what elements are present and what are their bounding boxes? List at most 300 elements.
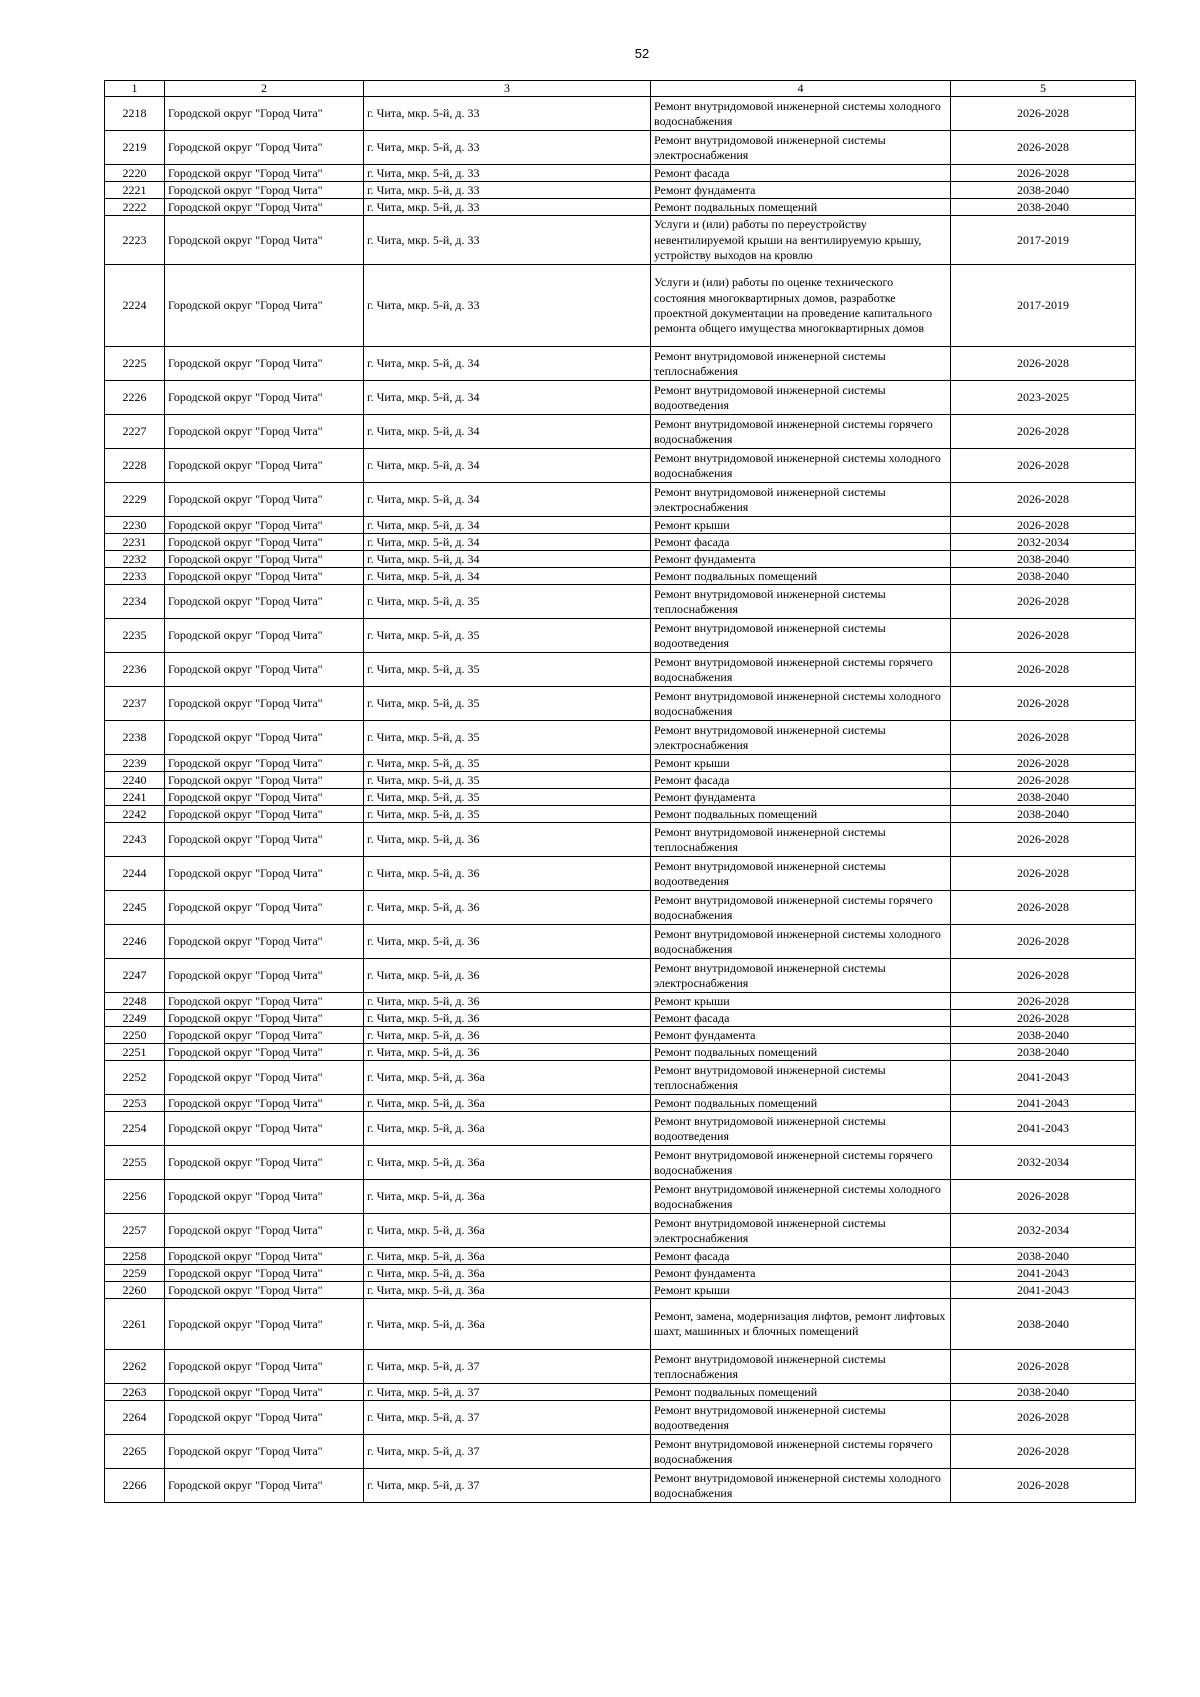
- row-number: 2248: [105, 993, 165, 1010]
- period-cell: 2026-2028: [951, 449, 1136, 483]
- table-row: [105, 483, 1136, 517]
- work-type-cell: Ремонт внутридомовой инженерной системы теплоснабжения: [651, 1350, 951, 1384]
- municipality-cell: Городской округ "Город Чита": [165, 1469, 364, 1503]
- address-cell: г. Чита, мкр. 5-й, д. 36: [364, 1044, 651, 1061]
- row-number: 2249: [105, 1010, 165, 1027]
- period-cell: 2026-2028: [951, 755, 1136, 772]
- work-type-cell: Ремонт подвальных помещений: [651, 806, 951, 823]
- address-cell: г. Чита, мкр. 5-й, д. 34: [364, 534, 651, 551]
- row-number: 2228: [105, 449, 165, 483]
- work-type-cell: Ремонт внутридомовой инженерной системы электроснабжения: [651, 131, 951, 165]
- row-number: 2227: [105, 415, 165, 449]
- row-number: 2239: [105, 755, 165, 772]
- table-row: [105, 653, 1136, 687]
- municipality-cell: Городской округ "Город Чита": [165, 653, 364, 687]
- period-cell: 2038-2040: [951, 1384, 1136, 1401]
- period-cell: 2038-2040: [951, 1027, 1136, 1044]
- address-cell: г. Чита, мкр. 5-й, д. 33: [364, 131, 651, 165]
- address-cell: г. Чита, мкр. 5-й, д. 35: [364, 653, 651, 687]
- table-row: [105, 1401, 1136, 1435]
- address-cell: г. Чита, мкр. 5-й, д. 33: [364, 265, 651, 347]
- municipality-cell: Городской округ "Город Чита": [165, 857, 364, 891]
- table-row: [105, 823, 1136, 857]
- period-cell: 2026-2028: [951, 415, 1136, 449]
- municipality-cell: Городской округ "Город Чита": [165, 993, 364, 1010]
- work-type-cell: Ремонт внутридомовой инженерной системы теплоснабжения: [651, 347, 951, 381]
- address-cell: г. Чита, мкр. 5-й, д. 36: [364, 823, 651, 857]
- table-row: [105, 1469, 1136, 1503]
- municipality-cell: Городской округ "Город Чита": [165, 891, 364, 925]
- row-number: 2250: [105, 1027, 165, 1044]
- work-type-cell: Ремонт внутридомовой инженерной системы горячего водоснабжения: [651, 653, 951, 687]
- row-number: 2222: [105, 199, 165, 216]
- period-cell: 2026-2028: [951, 585, 1136, 619]
- row-number: 2242: [105, 806, 165, 823]
- row-number: 2220: [105, 165, 165, 182]
- work-type-cell: Ремонт фасада: [651, 1010, 951, 1027]
- row-number: 2218: [105, 97, 165, 131]
- municipality-cell: Городской округ "Город Чита": [165, 265, 364, 347]
- municipality-cell: Городской округ "Город Чита": [165, 199, 364, 216]
- work-type-cell: Услуги и (или) работы по переустройству невентилируемой крыши на вентилируемую крышу, устройству выходов на кровлю: [651, 216, 951, 265]
- column-header-3: 3: [364, 81, 651, 97]
- period-cell: 2041-2043: [951, 1061, 1136, 1095]
- work-type-cell: Ремонт подвальных помещений: [651, 568, 951, 585]
- period-cell: 2026-2028: [951, 721, 1136, 755]
- period-cell: 2032-2034: [951, 1214, 1136, 1248]
- table-row: [105, 1061, 1136, 1095]
- municipality-cell: Городской округ "Город Чита": [165, 415, 364, 449]
- period-cell: 2026-2028: [951, 1435, 1136, 1469]
- table-row: [105, 1282, 1136, 1299]
- municipality-cell: Городской округ "Город Чита": [165, 1265, 364, 1282]
- municipality-cell: Городской округ "Город Чита": [165, 182, 364, 199]
- table-row: [105, 1214, 1136, 1248]
- municipality-cell: Городской округ "Город Чита": [165, 483, 364, 517]
- address-cell: г. Чита, мкр. 5-й, д. 35: [364, 585, 651, 619]
- municipality-cell: Городской округ "Город Чита": [165, 687, 364, 721]
- work-type-cell: Ремонт внутридомовой инженерной системы водоотведения: [651, 857, 951, 891]
- row-number: 2261: [105, 1299, 165, 1350]
- row-number: 2225: [105, 347, 165, 381]
- row-number: 2237: [105, 687, 165, 721]
- municipality-cell: Городской округ "Город Чита": [165, 1248, 364, 1265]
- table-row: [105, 568, 1136, 585]
- period-cell: 2038-2040: [951, 1044, 1136, 1061]
- work-type-cell: Ремонт внутридомовой инженерной системы холодного водоснабжения: [651, 925, 951, 959]
- address-cell: г. Чита, мкр. 5-й, д. 33: [364, 97, 651, 131]
- work-type-cell: Ремонт фундамента: [651, 551, 951, 568]
- period-cell: 2026-2028: [951, 165, 1136, 182]
- period-cell: 2026-2028: [951, 772, 1136, 789]
- table-row: [105, 772, 1136, 789]
- work-type-cell: Ремонт внутридомовой инженерной системы теплоснабжения: [651, 585, 951, 619]
- column-header-2: 2: [165, 81, 364, 97]
- address-cell: г. Чита, мкр. 5-й, д. 33: [364, 182, 651, 199]
- municipality-cell: Городской округ "Город Чита": [165, 1095, 364, 1112]
- municipality-cell: Городской округ "Город Чита": [165, 1027, 364, 1044]
- municipality-cell: Городской округ "Город Чита": [165, 165, 364, 182]
- table-row: [105, 551, 1136, 568]
- municipality-cell: Городской округ "Город Чита": [165, 1401, 364, 1435]
- municipality-cell: Городской округ "Город Чита": [165, 1112, 364, 1146]
- municipality-cell: Городской округ "Город Чита": [165, 1299, 364, 1350]
- row-number: 2252: [105, 1061, 165, 1095]
- work-type-cell: Ремонт внутридомовой инженерной системы электроснабжения: [651, 959, 951, 993]
- capital-repair-table: [104, 80, 1136, 1503]
- row-number: 2265: [105, 1435, 165, 1469]
- work-type-cell: Ремонт, замена, модернизация лифтов, ремонт лифтовых шахт, машинных и блочных помещений: [651, 1299, 951, 1350]
- period-cell: 2026-2028: [951, 925, 1136, 959]
- address-cell: г. Чита, мкр. 5-й, д. 35: [364, 755, 651, 772]
- address-cell: г. Чита, мкр. 5-й, д. 35: [364, 619, 651, 653]
- address-cell: г. Чита, мкр. 5-й, д. 37: [364, 1435, 651, 1469]
- municipality-cell: Городской округ "Город Чита": [165, 1180, 364, 1214]
- work-type-cell: Ремонт фасада: [651, 165, 951, 182]
- table-row: [105, 1095, 1136, 1112]
- table-row: [105, 1299, 1136, 1350]
- period-cell: 2041-2043: [951, 1265, 1136, 1282]
- address-cell: г. Чита, мкр. 5-й, д. 37: [364, 1401, 651, 1435]
- municipality-cell: Городской округ "Город Чита": [165, 568, 364, 585]
- work-type-cell: Ремонт внутридомовой инженерной системы водоотведения: [651, 619, 951, 653]
- row-number: 2264: [105, 1401, 165, 1435]
- table-row: [105, 1180, 1136, 1214]
- table-row: [105, 449, 1136, 483]
- municipality-cell: Городской округ "Город Чита": [165, 806, 364, 823]
- address-cell: г. Чита, мкр. 5-й, д. 35: [364, 721, 651, 755]
- work-type-cell: Ремонт внутридомовой инженерной системы электроснабжения: [651, 483, 951, 517]
- period-cell: 2026-2028: [951, 517, 1136, 534]
- row-number: 2253: [105, 1095, 165, 1112]
- table-row: [105, 619, 1136, 653]
- table-row: [105, 1044, 1136, 1061]
- work-type-cell: Ремонт внутридомовой инженерной системы горячего водоснабжения: [651, 1146, 951, 1180]
- row-number: 2223: [105, 216, 165, 265]
- period-cell: 2026-2028: [951, 823, 1136, 857]
- municipality-cell: Городской округ "Город Чита": [165, 959, 364, 993]
- table-row: [105, 891, 1136, 925]
- municipality-cell: Городской округ "Город Чита": [165, 1146, 364, 1180]
- work-type-cell: Ремонт крыши: [651, 993, 951, 1010]
- table-row: [105, 806, 1136, 823]
- period-cell: 2026-2028: [951, 1010, 1136, 1027]
- table-row: [105, 993, 1136, 1010]
- period-cell: 2041-2043: [951, 1095, 1136, 1112]
- row-number: 2226: [105, 381, 165, 415]
- address-cell: г. Чита, мкр. 5-й, д. 33: [364, 216, 651, 265]
- row-number: 2247: [105, 959, 165, 993]
- address-cell: г. Чита, мкр. 5-й, д. 34: [364, 347, 651, 381]
- period-cell: 2026-2028: [951, 1469, 1136, 1503]
- table-row: [105, 265, 1136, 347]
- work-type-cell: Ремонт внутридомовой инженерной системы водоотведения: [651, 1401, 951, 1435]
- period-cell: 2026-2028: [951, 619, 1136, 653]
- row-number: 2236: [105, 653, 165, 687]
- municipality-cell: Городской округ "Город Чита": [165, 1435, 364, 1469]
- municipality-cell: Городской округ "Город Чита": [165, 1010, 364, 1027]
- period-cell: 2038-2040: [951, 789, 1136, 806]
- work-type-cell: Ремонт внутридомовой инженерной системы водоотведения: [651, 381, 951, 415]
- address-cell: г. Чита, мкр. 5-й, д. 36а: [364, 1299, 651, 1350]
- period-cell: 2032-2034: [951, 1146, 1136, 1180]
- address-cell: г. Чита, мкр. 5-й, д. 36а: [364, 1282, 651, 1299]
- period-cell: 2026-2028: [951, 1350, 1136, 1384]
- municipality-cell: Городской округ "Город Чита": [165, 1061, 364, 1095]
- row-number: 2219: [105, 131, 165, 165]
- address-cell: г. Чита, мкр. 5-й, д. 37: [364, 1384, 651, 1401]
- period-cell: 2026-2028: [951, 1401, 1136, 1435]
- row-number: 2235: [105, 619, 165, 653]
- row-number: 2266: [105, 1469, 165, 1503]
- address-cell: г. Чита, мкр. 5-й, д. 36: [364, 857, 651, 891]
- municipality-cell: Городской округ "Город Чита": [165, 823, 364, 857]
- row-number: 2240: [105, 772, 165, 789]
- table-row: [105, 199, 1136, 216]
- period-cell: 2026-2028: [951, 131, 1136, 165]
- address-cell: г. Чита, мкр. 5-й, д. 36а: [364, 1061, 651, 1095]
- work-type-cell: Ремонт внутридомовой инженерной системы холодного водоснабжения: [651, 97, 951, 131]
- municipality-cell: Городской округ "Город Чита": [165, 1350, 364, 1384]
- address-cell: г. Чита, мкр. 5-й, д. 36: [364, 993, 651, 1010]
- table-row: [105, 687, 1136, 721]
- table-row: [105, 216, 1136, 265]
- municipality-cell: Городской округ "Город Чита": [165, 772, 364, 789]
- table-row: [105, 1146, 1136, 1180]
- municipality-cell: Городской округ "Город Чита": [165, 1282, 364, 1299]
- row-number: 2243: [105, 823, 165, 857]
- row-number: 2258: [105, 1248, 165, 1265]
- table-row: [105, 1027, 1136, 1044]
- period-cell: 2038-2040: [951, 568, 1136, 585]
- table-row: [105, 97, 1136, 131]
- work-type-cell: Ремонт фасада: [651, 534, 951, 551]
- table-row: [105, 857, 1136, 891]
- table-row: [105, 1350, 1136, 1384]
- table-row: [105, 1248, 1136, 1265]
- table-row: [105, 925, 1136, 959]
- work-type-cell: Ремонт внутридомовой инженерной системы холодного водоснабжения: [651, 1469, 951, 1503]
- page-number: 52: [634, 46, 650, 61]
- address-cell: г. Чита, мкр. 5-й, д. 33: [364, 199, 651, 216]
- period-cell: 2038-2040: [951, 551, 1136, 568]
- column-header-1: 1: [105, 81, 165, 97]
- address-cell: г. Чита, мкр. 5-й, д. 33: [364, 165, 651, 182]
- period-cell: 2026-2028: [951, 483, 1136, 517]
- work-type-cell: Услуги и (или) работы по оценке технического состояния многоквартирных домов, разработке проектной документации на проведение капитального ремонта общего имущества многоквартирных домов: [651, 265, 951, 347]
- municipality-cell: Городской округ "Город Чита": [165, 131, 364, 165]
- address-cell: г. Чита, мкр. 5-й, д. 36: [364, 891, 651, 925]
- municipality-cell: Городской округ "Город Чита": [165, 97, 364, 131]
- row-number: 2221: [105, 182, 165, 199]
- period-cell: 2041-2043: [951, 1112, 1136, 1146]
- municipality-cell: Городской округ "Город Чита": [165, 381, 364, 415]
- work-type-cell: Ремонт фундамента: [651, 182, 951, 199]
- municipality-cell: Городской округ "Город Чита": [165, 551, 364, 568]
- table-row: [105, 534, 1136, 551]
- work-type-cell: Ремонт крыши: [651, 1282, 951, 1299]
- column-header-5: 5: [951, 81, 1136, 97]
- address-cell: г. Чита, мкр. 5-й, д. 34: [364, 551, 651, 568]
- address-cell: г. Чита, мкр. 5-й, д. 36: [364, 959, 651, 993]
- table-row: [105, 1112, 1136, 1146]
- period-cell: 2026-2028: [951, 959, 1136, 993]
- period-cell: 2026-2028: [951, 687, 1136, 721]
- row-number: 2251: [105, 1044, 165, 1061]
- municipality-cell: Городской округ "Город Чита": [165, 619, 364, 653]
- address-cell: г. Чита, мкр. 5-й, д. 34: [364, 517, 651, 534]
- municipality-cell: Городской округ "Город Чита": [165, 1384, 364, 1401]
- municipality-cell: Городской округ "Город Чита": [165, 789, 364, 806]
- address-cell: г. Чита, мкр. 5-й, д. 36а: [364, 1214, 651, 1248]
- address-cell: г. Чита, мкр. 5-й, д. 36: [364, 1010, 651, 1027]
- table-row: [105, 1010, 1136, 1027]
- table-row: [105, 585, 1136, 619]
- row-number: 2231: [105, 534, 165, 551]
- row-number: 2254: [105, 1112, 165, 1146]
- row-number: 2260: [105, 1282, 165, 1299]
- municipality-cell: Городской округ "Город Чита": [165, 755, 364, 772]
- work-type-cell: Ремонт подвальных помещений: [651, 1384, 951, 1401]
- address-cell: г. Чита, мкр. 5-й, д. 37: [364, 1350, 651, 1384]
- work-type-cell: Ремонт внутридомовой инженерной системы электроснабжения: [651, 1214, 951, 1248]
- address-cell: г. Чита, мкр. 5-й, д. 36а: [364, 1265, 651, 1282]
- row-number: 2246: [105, 925, 165, 959]
- table-row: [105, 1265, 1136, 1282]
- table-row: [105, 182, 1136, 199]
- address-cell: г. Чита, мкр. 5-й, д. 34: [364, 381, 651, 415]
- table-body: [105, 97, 1136, 1503]
- municipality-cell: Городской округ "Город Чита": [165, 585, 364, 619]
- row-number: 2255: [105, 1146, 165, 1180]
- address-cell: г. Чита, мкр. 5-й, д. 36: [364, 1027, 651, 1044]
- table-row: [105, 165, 1136, 182]
- period-cell: 2038-2040: [951, 182, 1136, 199]
- address-cell: г. Чита, мкр. 5-й, д. 36а: [364, 1180, 651, 1214]
- period-cell: 2026-2028: [951, 1180, 1136, 1214]
- work-type-cell: Ремонт фасада: [651, 1248, 951, 1265]
- municipality-cell: Городской округ "Город Чита": [165, 347, 364, 381]
- municipality-cell: Городской округ "Город Чита": [165, 216, 364, 265]
- row-number: 2229: [105, 483, 165, 517]
- period-cell: 2026-2028: [951, 97, 1136, 131]
- address-cell: г. Чита, мкр. 5-й, д. 35: [364, 806, 651, 823]
- table-row: [105, 131, 1136, 165]
- period-cell: 2017-2019: [951, 216, 1136, 265]
- work-type-cell: Ремонт подвальных помещений: [651, 1095, 951, 1112]
- table-row: [105, 959, 1136, 993]
- period-cell: 2038-2040: [951, 199, 1136, 216]
- row-number: 2262: [105, 1350, 165, 1384]
- address-cell: г. Чита, мкр. 5-й, д. 36а: [364, 1248, 651, 1265]
- work-type-cell: Ремонт внутридомовой инженерной системы теплоснабжения: [651, 823, 951, 857]
- work-type-cell: Ремонт внутридомовой инженерной системы электроснабжения: [651, 721, 951, 755]
- address-cell: г. Чита, мкр. 5-й, д. 36: [364, 925, 651, 959]
- address-cell: г. Чита, мкр. 5-й, д. 35: [364, 772, 651, 789]
- period-cell: 2038-2040: [951, 1248, 1136, 1265]
- address-cell: г. Чита, мкр. 5-й, д. 35: [364, 789, 651, 806]
- work-type-cell: Ремонт фундамента: [651, 1027, 951, 1044]
- period-cell: 2038-2040: [951, 806, 1136, 823]
- period-cell: 2017-2019: [951, 265, 1136, 347]
- address-cell: г. Чита, мкр. 5-й, д. 36а: [364, 1146, 651, 1180]
- period-cell: 2023-2025: [951, 381, 1136, 415]
- row-number: 2256: [105, 1180, 165, 1214]
- work-type-cell: Ремонт подвальных помещений: [651, 1044, 951, 1061]
- work-type-cell: Ремонт внутридомовой инженерной системы горячего водоснабжения: [651, 415, 951, 449]
- table-row: [105, 789, 1136, 806]
- period-cell: 2032-2034: [951, 534, 1136, 551]
- municipality-cell: Городской округ "Город Чита": [165, 449, 364, 483]
- address-cell: г. Чита, мкр. 5-й, д. 34: [364, 449, 651, 483]
- table-row: [105, 381, 1136, 415]
- row-number: 2233: [105, 568, 165, 585]
- table-row: [105, 347, 1136, 381]
- work-type-cell: Ремонт внутридомовой инженерной системы холодного водоснабжения: [651, 687, 951, 721]
- address-cell: г. Чита, мкр. 5-й, д. 34: [364, 415, 651, 449]
- period-cell: 2026-2028: [951, 653, 1136, 687]
- row-number: 2224: [105, 265, 165, 347]
- period-cell: 2026-2028: [951, 993, 1136, 1010]
- municipality-cell: Городской округ "Город Чита": [165, 1214, 364, 1248]
- row-number: 2263: [105, 1384, 165, 1401]
- row-number: 2257: [105, 1214, 165, 1248]
- table-row: [105, 721, 1136, 755]
- row-number: 2232: [105, 551, 165, 568]
- row-number: 2259: [105, 1265, 165, 1282]
- work-type-cell: Ремонт подвальных помещений: [651, 199, 951, 216]
- municipality-cell: Городской округ "Город Чита": [165, 517, 364, 534]
- row-number: 2241: [105, 789, 165, 806]
- address-cell: г. Чита, мкр. 5-й, д. 37: [364, 1469, 651, 1503]
- table-row: [105, 1435, 1136, 1469]
- period-cell: 2026-2028: [951, 857, 1136, 891]
- address-cell: г. Чита, мкр. 5-й, д. 35: [364, 687, 651, 721]
- table-row: [105, 517, 1136, 534]
- address-cell: г. Чита, мкр. 5-й, д. 34: [364, 568, 651, 585]
- address-cell: г. Чита, мкр. 5-й, д. 34: [364, 483, 651, 517]
- address-cell: г. Чита, мкр. 5-й, д. 36а: [364, 1112, 651, 1146]
- municipality-cell: Городской округ "Город Чита": [165, 721, 364, 755]
- table-header: [105, 81, 1136, 97]
- table-row: [105, 755, 1136, 772]
- work-type-cell: Ремонт фундамента: [651, 1265, 951, 1282]
- work-type-cell: Ремонт внутридомовой инженерной системы горячего водоснабжения: [651, 1435, 951, 1469]
- work-type-cell: Ремонт внутридомовой инженерной системы водоотведения: [651, 1112, 951, 1146]
- period-cell: 2038-2040: [951, 1299, 1136, 1350]
- work-type-cell: Ремонт крыши: [651, 517, 951, 534]
- work-type-cell: Ремонт внутридомовой инженерной системы холодного водоснабжения: [651, 1180, 951, 1214]
- column-header-4: 4: [651, 81, 951, 97]
- address-cell: г. Чита, мкр. 5-й, д. 36а: [364, 1095, 651, 1112]
- period-cell: 2026-2028: [951, 891, 1136, 925]
- row-number: 2245: [105, 891, 165, 925]
- period-cell: 2026-2028: [951, 347, 1136, 381]
- municipality-cell: Городской округ "Город Чита": [165, 1044, 364, 1061]
- table-row: [105, 415, 1136, 449]
- table-row: [105, 1384, 1136, 1401]
- work-type-cell: Ремонт внутридомовой инженерной системы холодного водоснабжения: [651, 449, 951, 483]
- work-type-cell: Ремонт внутридомовой инженерной системы горячего водоснабжения: [651, 891, 951, 925]
- municipality-cell: Городской округ "Город Чита": [165, 925, 364, 959]
- work-type-cell: Ремонт фасада: [651, 772, 951, 789]
- work-type-cell: Ремонт крыши: [651, 755, 951, 772]
- row-number: 2230: [105, 517, 165, 534]
- work-type-cell: Ремонт фундамента: [651, 789, 951, 806]
- row-number: 2234: [105, 585, 165, 619]
- municipality-cell: Городской округ "Город Чита": [165, 534, 364, 551]
- period-cell: 2041-2043: [951, 1282, 1136, 1299]
